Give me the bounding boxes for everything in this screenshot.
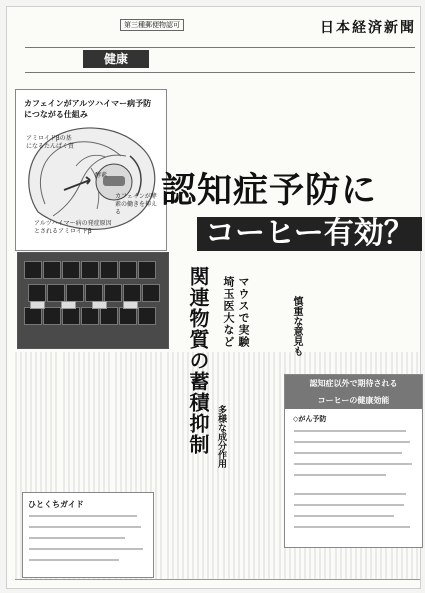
subhead-many-components: 多様な成分作用 — [216, 405, 226, 468]
newspaper-title: 日本経済新聞 — [320, 20, 416, 36]
subhead-other-diseases: 慎重な意見も — [291, 296, 302, 356]
subhead-saitama: 埼玉医大など — [222, 276, 235, 348]
box-heading: ◇がん予防 — [293, 415, 327, 423]
newspaper-page — [6, 6, 421, 589]
guide-box-title: ひとくちガイド — [28, 500, 84, 509]
caffeine-label: カフェインが酵素の働きを抑える — [115, 193, 158, 216]
subhead-mouse: マウスで実験 — [237, 276, 250, 348]
bottom-rule — [15, 579, 420, 580]
box-title-line-1: 認知症以外で期待される — [285, 375, 422, 392]
headline-second: コーヒー有効？ — [197, 217, 422, 251]
section-header — [25, 47, 415, 73]
coffee-shop-photo — [17, 252, 169, 349]
health-effects-box — [284, 374, 423, 548]
guide-box — [22, 492, 154, 578]
neuron-label: アミロイドβの基になるたんぱく質 — [26, 135, 75, 150]
diagram-title: カフェインがアルツハイマー病予防につながる仕組み — [24, 99, 152, 119]
headline-main: 認知症予防に — [161, 170, 378, 211]
masthead — [15, 17, 420, 37]
amyloid-label: アルツハイマー病の発症原因とされるアミロイドβ — [34, 220, 112, 235]
enzyme-label: 酵素 — [95, 172, 108, 179]
section-label: 健康 — [83, 50, 149, 68]
box-title-line-2: コーヒーの健康効能 — [285, 392, 422, 409]
subhead-related: 関連物質の蓄積抑制 — [186, 266, 210, 455]
edition-label: 第三種郵便物認可 — [120, 19, 184, 31]
headline — [139, 170, 414, 262]
